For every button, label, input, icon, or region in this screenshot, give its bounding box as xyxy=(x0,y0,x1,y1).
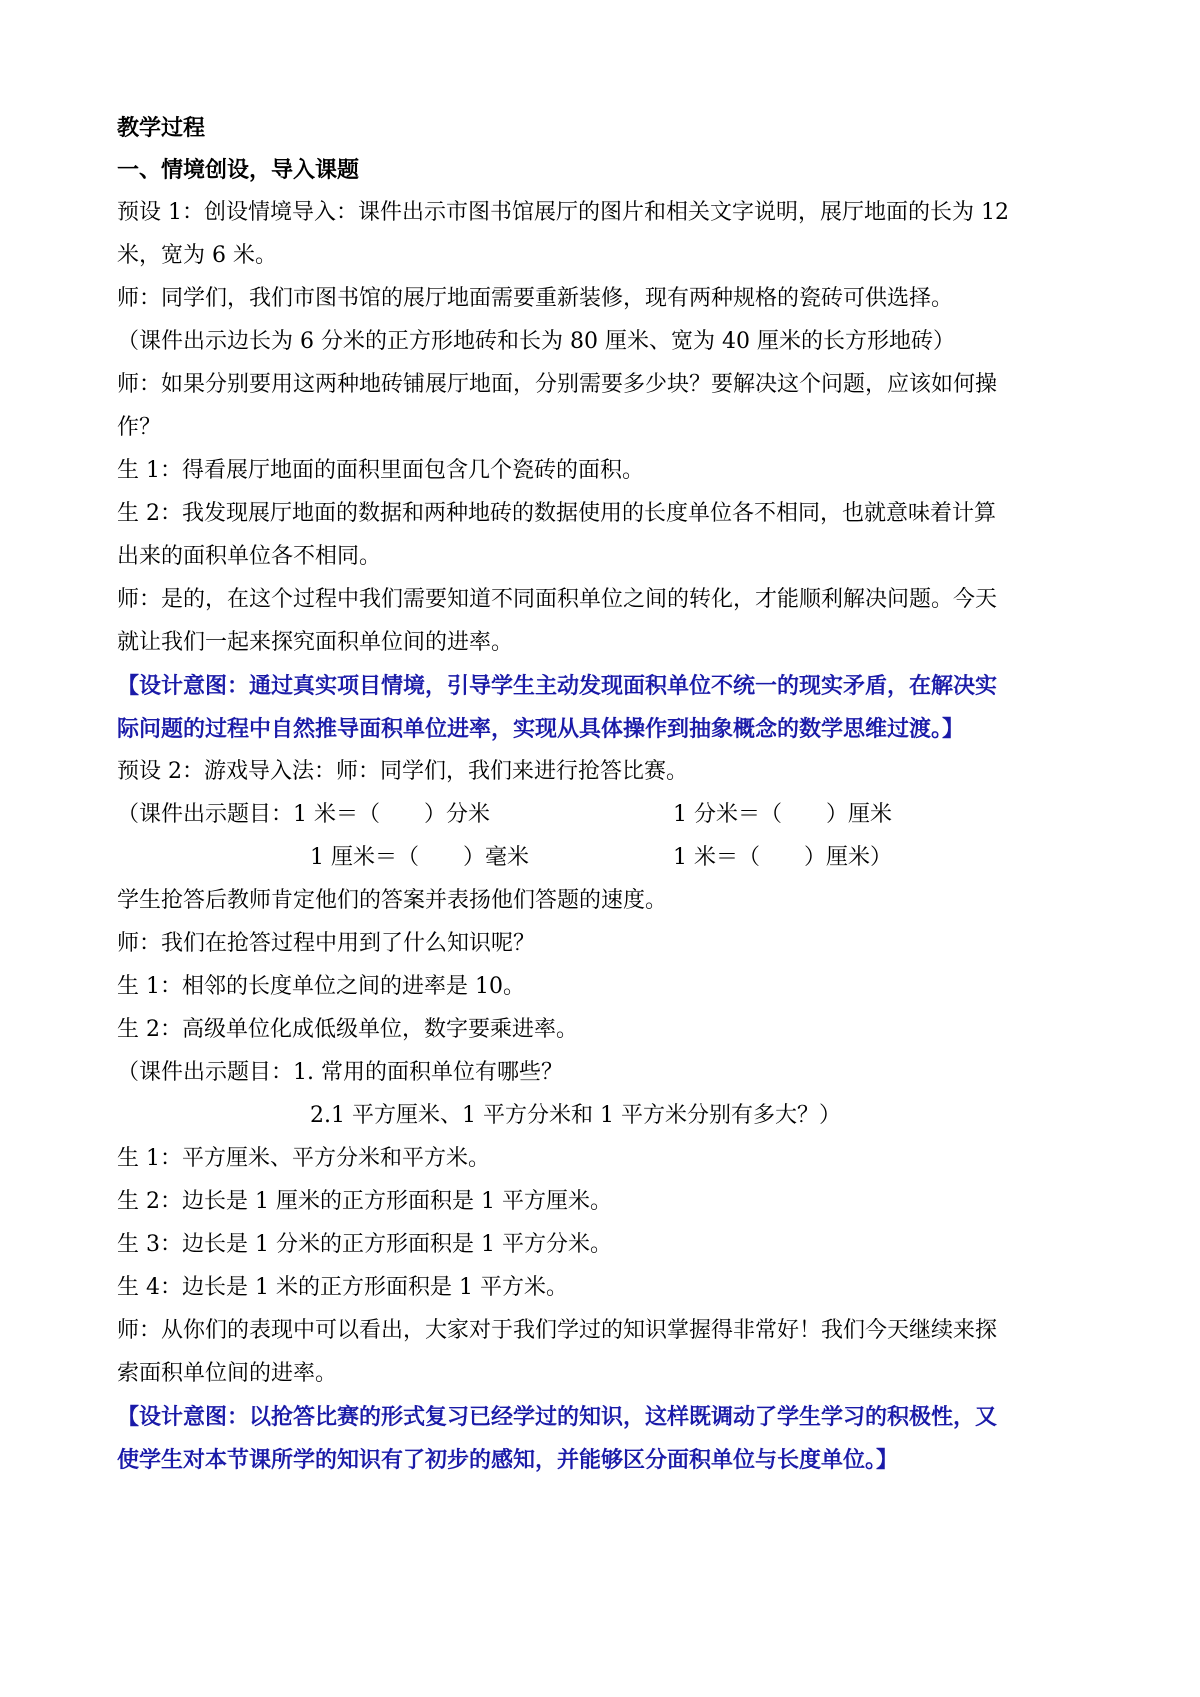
paragraph: 师：同学们，我们市图书馆的展厅地面需要重新装修，现有两种规格的瓷砖可供选择。 xyxy=(117,286,954,311)
quiz-question: （课件出示题目：1 米＝（ ）分米 xyxy=(117,802,490,827)
paragraph: 生 2：我发现展厅地面的数据和两种地砖的数据使用的长度单位各不相同，也就意味着计算 xyxy=(117,501,996,526)
paragraph: 米，宽为 6 米。 xyxy=(117,243,277,268)
paragraph: 生 1：平方厘米、平方分米和平方米。 xyxy=(117,1146,490,1171)
doc-title: 教学过程 xyxy=(117,115,206,141)
paragraph: 学生抢答后教师肯定他们的答案并表扬他们答题的速度。 xyxy=(117,888,668,913)
paragraph: 生 4：边长是 1 米的正方形面积是 1 平方米。 xyxy=(117,1275,568,1300)
paragraph: 生 2：边长是 1 厘米的正方形面积是 1 平方厘米。 xyxy=(117,1189,612,1214)
quiz-question: 1 厘米＝（ ）毫米 xyxy=(310,845,529,870)
paragraph: 师：是的，在这个过程中我们需要知道不同面积单位之间的转化，才能顺利解决问题。今天 xyxy=(117,587,998,612)
paragraph: 作？ xyxy=(117,415,162,440)
paragraph: 生 1：得看展厅地面的面积里面包含几个瓷砖的面积。 xyxy=(117,458,644,483)
quiz-question: 1 分米＝（ ）厘米 xyxy=(673,802,892,827)
paragraph: 2.1 平方厘米、1 平方分米和 1 平方米分别有多大？） xyxy=(310,1103,841,1128)
paragraph: 师：从你们的表现中可以看出，大家对于我们学过的知识掌握得非常好！我们今天继续来探 xyxy=(117,1318,998,1343)
paragraph: 生 2：高级单位化成低级单位，数字要乘进率。 xyxy=(117,1017,578,1042)
design-intent: 【设计意图：以抢答比赛的形式复习已经学过的知识，这样既调动了学生学习的积极性，又 xyxy=(117,1404,998,1430)
paragraph: 索面积单位间的进率。 xyxy=(117,1361,338,1386)
paragraph: （课件出示题目：1. 常用的面积单位有哪些？ xyxy=(117,1060,563,1085)
paragraph: 预设 1：创设情境导入：课件出示市图书馆展厅的图片和相关文字说明，展厅地面的长为 12 xyxy=(117,200,1009,225)
paragraph: （课件出示边长为 6 分米的正方形地砖和长为 80 厘米、宽为 40 厘米的长方形地砖） xyxy=(117,329,955,354)
design-intent: 使学生对本节课所学的知识有了初步的感知，并能够区分面积单位与长度单位。】 xyxy=(117,1447,899,1473)
design-intent: 【设计意图：通过真实项目情境，引导学生主动发现面积单位不统一的现实矛盾，在解决实 xyxy=(117,673,998,699)
paragraph: 师：我们在抢答过程中用到了什么知识呢？ xyxy=(117,931,536,956)
paragraph: 生 3：边长是 1 分米的正方形面积是 1 平方分米。 xyxy=(117,1232,612,1257)
paragraph: 就让我们一起来探究面积单位间的进率。 xyxy=(117,630,514,655)
paragraph: 师：如果分别要用这两种地砖铺展厅地面，分别需要多少块？要解决这个问题，应该如何操 xyxy=(117,372,998,397)
quiz-question: 1 米＝（ ）厘米） xyxy=(673,845,892,870)
paragraph: 预设 2：游戏导入法：师：同学们，我们来进行抢答比赛。 xyxy=(117,759,688,784)
paragraph: 出来的面积单位各不相同。 xyxy=(117,544,382,569)
paragraph: 生 1：相邻的长度单位之间的进率是 10。 xyxy=(117,974,525,999)
section-heading: 一、情境创设，导入课题 xyxy=(117,157,360,183)
design-intent: 际问题的过程中自然推导面积单位进率，实现从具体操作到抽象概念的数学思维过渡。】 xyxy=(117,716,965,742)
